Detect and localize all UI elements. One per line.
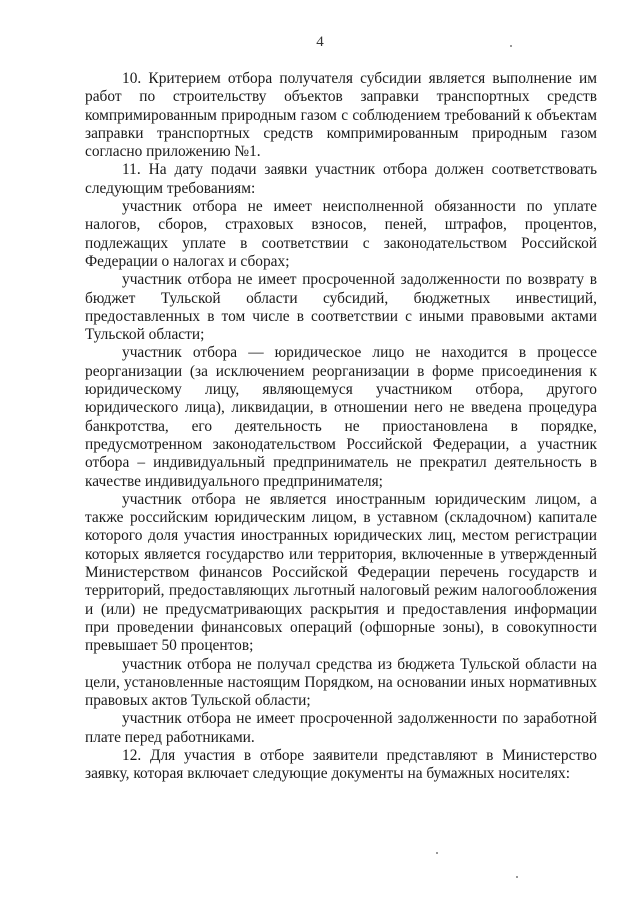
requirement-foreign-entity: участник отбора не является иностранным юридическим лицом, а также российским юридическим лицом, в уставном (складочном) капитале которого доля участия иностранных юридических лиц, местом регистрации которых является государство или территория, включенные в утвержденный Министерством финансов Российской Федерации перечень государств и территорий, предоставляющих льготный налоговый режим налогообложения и (или) не предусматривающих раскрытия и предоставления информации при проведении финансовых операций (офшорные зоны), в совокупности превышает 50 процентов; bbox=[85, 490, 597, 655]
scan-speck bbox=[516, 876, 518, 878]
requirement-reorganization: участник отбора — юридическое лицо не находится в процессе реорганизации (за исключением реорганизации в форме присоединения к юридическому лицу, являющемуся участником отбора, другого юридического лица), ликвидации, в отношении него не введена процедура банкротства, его деятельность не приостановлена в порядке, предусмотренном законодательством Российской Федерации, а участник отбора – индивидуальный предприниматель не прекратил деятельность в качестве индивидуального предпринимателя; bbox=[85, 344, 597, 490]
requirement-taxes: участник отбора не имеет неисполненной обязанности по уплате налогов, сборов, страховых взносов, пеней, штрафов, процентов, подлежащих уплате в соответствии с законодательством Российской Федерации о налогах и сборах; bbox=[85, 198, 597, 270]
document-body bbox=[85, 70, 597, 784]
requirement-no-funds: участник отбора не получал средства из бюджета Тульской области на цели, установленные настоящим Порядком, на основании иных нормативных правовых актов Тульской области; bbox=[85, 655, 597, 710]
paragraph-10: 10. Критерием отбора получателя субсидии является выполнение им работ по строительству объектов заправки транспортных средств компримированным природным газом с соблюдением требований к объектам заправки транспортных средств компримированным природным газом согласно приложению №1. bbox=[85, 70, 597, 161]
requirement-budget-debt: участник отбора не имеет просроченной задолженности по возврату в бюджет Тульской области субсидий, бюджетных инвестиций, предоставленных в том числе в соответствии с иными правовыми актами Тульской области; bbox=[85, 271, 597, 344]
scan-speck bbox=[436, 852, 438, 854]
paragraph-12: 12. Для участия в отборе заявители представляют в Министерство заявку, которая включает следующие документы на бумажных носителях: bbox=[85, 746, 597, 783]
scan-speck bbox=[510, 45, 512, 47]
requirement-salary-debt: участник отбора не имеет просроченной задолженности по заработной плате перед работниками. bbox=[85, 710, 597, 746]
page-number: 4 bbox=[316, 34, 324, 50]
paragraph-11: 11. На дату подачи заявки участник отбора должен соответствовать следующим требованиям: bbox=[85, 161, 597, 197]
